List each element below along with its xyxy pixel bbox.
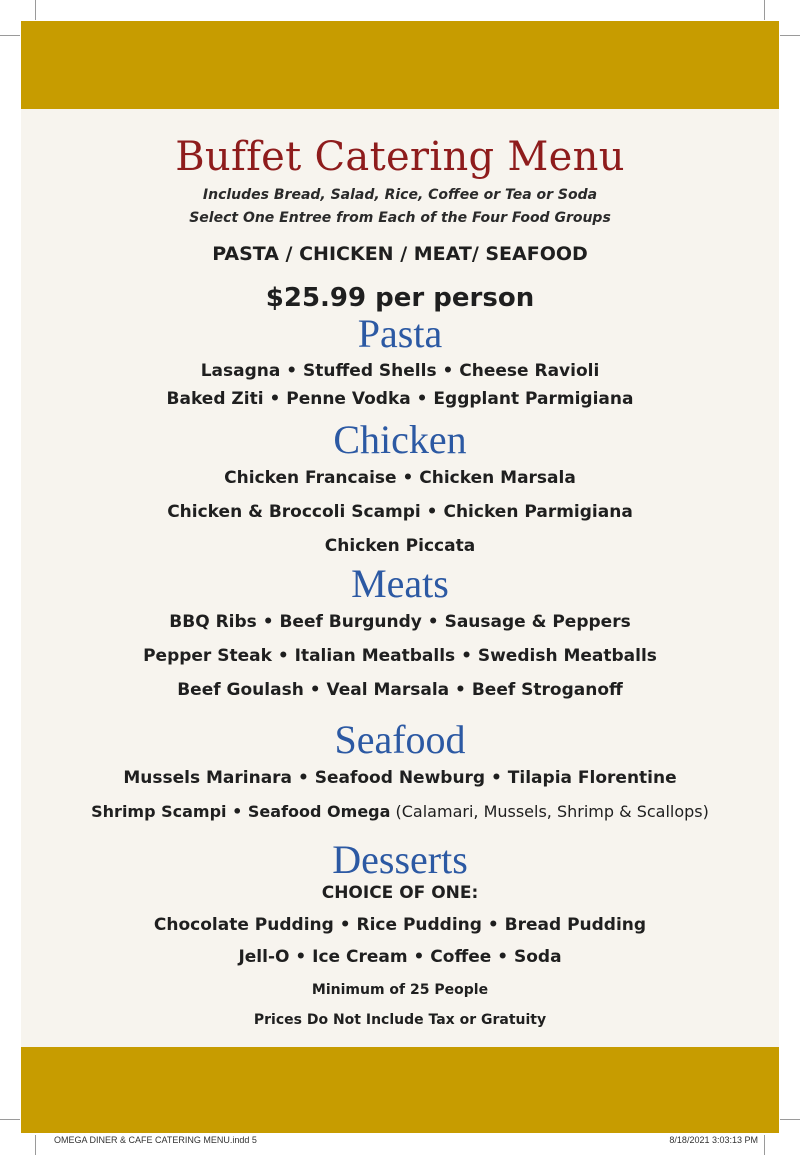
seafood-line-2 bbox=[21, 795, 779, 829]
meats-line-1: BBQ Ribs • Beef Burgundy • Sausage & Peppers bbox=[169, 612, 631, 632]
menu-page bbox=[21, 21, 779, 1133]
crop-mark bbox=[35, 0, 36, 20]
seafood-line-1: Mussels Marinara • Seafood Newburg • Tilapia Florentine bbox=[123, 768, 677, 788]
menu-title: Buffet Catering Menu bbox=[175, 134, 625, 180]
meats-line-3: Beef Goulash • Veal Marsala • Beef Stroganoff bbox=[177, 680, 623, 700]
chicken-line-1: Chicken Francaise • Chicken Marsala bbox=[224, 468, 576, 488]
bottom-gold-band bbox=[21, 1047, 779, 1133]
crop-mark bbox=[0, 1119, 20, 1120]
price-per-person: $25.99 per person bbox=[265, 283, 535, 313]
chicken-line-2: Chicken & Broccoli Scampi • Chicken Parmigiana bbox=[167, 502, 633, 522]
desserts-line-1: Chocolate Pudding • Rice Pudding • Bread Pudding bbox=[153, 915, 647, 935]
section-title-pasta: Pasta bbox=[357, 311, 443, 356]
section-title-desserts: Desserts bbox=[332, 837, 468, 882]
seafood-omega-note: (Calamari, Mussels, Shrimp & Scallops) bbox=[390, 802, 709, 821]
section-title-meats: Meats bbox=[351, 561, 449, 606]
print-footer-timestamp: 8/18/2021 3:03:13 PM bbox=[669, 1135, 758, 1145]
print-footer-filename: OMEGA DINER & CAFE CATERING MENU.indd 5 bbox=[54, 1135, 257, 1145]
top-gold-band bbox=[21, 21, 779, 109]
seafood-line-2-items: Shrimp Scampi • Seafood Omega bbox=[91, 802, 391, 821]
subtitle-includes: Includes Bread, Salad, Rice, Coffee or Tea or Soda bbox=[202, 187, 598, 203]
note-minimum: Minimum of 25 People bbox=[311, 982, 489, 998]
crop-mark bbox=[35, 1135, 36, 1155]
chicken-line-3: Chicken Piccata bbox=[324, 536, 476, 556]
food-groups: PASTA / CHICKEN / MEAT/ SEAFOOD bbox=[212, 243, 588, 265]
pasta-line-1: Lasagna • Stuffed Shells • Cheese Ravioli bbox=[200, 361, 600, 381]
meats-line-2: Pepper Steak • Italian Meatballs • Swedish Meatballs bbox=[143, 646, 657, 666]
section-title-seafood: Seafood bbox=[334, 717, 466, 762]
crop-mark bbox=[780, 35, 800, 36]
section-title-chicken: Chicken bbox=[333, 417, 467, 462]
crop-mark bbox=[0, 35, 20, 36]
crop-mark bbox=[764, 1135, 765, 1155]
desserts-line-2: Jell-O • Ice Cream • Coffee • Soda bbox=[238, 947, 562, 967]
subtitle-select: Select One Entree from Each of the Four Food Groups bbox=[189, 210, 611, 226]
crop-mark bbox=[780, 1119, 800, 1120]
note-tax-gratuity: Prices Do Not Include Tax or Gratuity bbox=[253, 1012, 547, 1028]
pasta-line-2: Baked Ziti • Penne Vodka • Eggplant Parmigiana bbox=[166, 389, 634, 409]
crop-mark bbox=[764, 0, 765, 20]
menu-content bbox=[21, 109, 779, 1035]
dessert-choice-label: CHOICE OF ONE: bbox=[321, 883, 479, 903]
